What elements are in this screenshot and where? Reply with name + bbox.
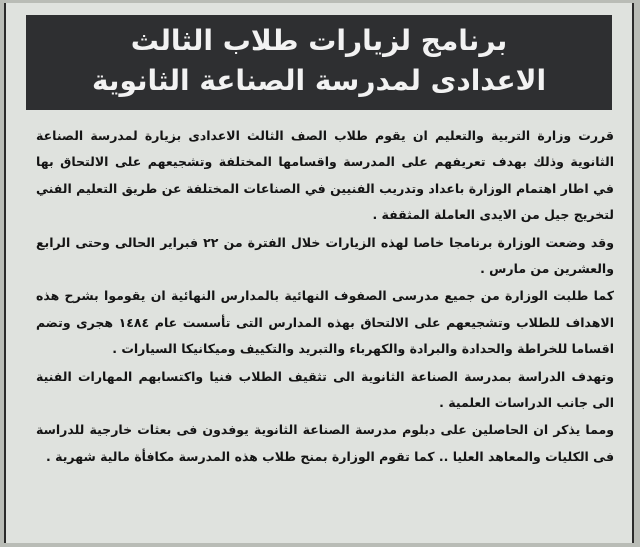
paragraph-4: وتهدف الدراسة بمدرسة الصناعة الثانوية الى تثقيف الطلاب فنيا واكتسابهم المهارات الفنية الى جانب الدراسات العلمية . (36, 368, 614, 411)
paragraph-2: وقد وضعت الوزارة برنامجا خاصا لهذه الزيارات خلال الفترة من ٢٢ فبراير الحالى وحتى الرابع والعشرين من مارس . (36, 234, 614, 277)
article-body (36, 123, 614, 539)
paragraph-5: ومما يذكر ان الحاصلين على دبلوم مدرسة الصناعة الثانوية يوفدون فى بعثات خارجية للدراسة فى الكليات والمعاهد العليا .. كما تقوم الوزارة بمنح طلاب هذه المدرسة مكافأة مالية شهرية . (36, 422, 614, 464)
paragraph-1: قررت وزارة التربية والتعليم ان يقوم طلاب الصف الثالث الاعدادى بزيارة لمدرسة الصناعة الثانوية وذلك بهدف تعريفهم على المدرسة واقسامها المختلفة وتشجيعهم على الالتحاق بها في اطار اهتمام الوزارة باعداد وتدريب الفنيين في الصناعات المختلفة عن طريق التعليم الفني لتخريج جيل من الايدى العاملة المثقفة . (36, 128, 614, 223)
paragraph-3: كما طلبت الوزارة من جميع مدرسى الصفوف النهائية بالمدارس النهائية ان يقوموا بشرح هذه الاهداف للطلاب وتشجيعهم على الالتحاق بهذه المدارس التى تأسست عام ١٤٨٤ هجرى وتضم اقساما للخراطة والحدادة والبرادة والكهرباء والتبريد والتكييف وميكانيكا السيارات . (36, 288, 614, 357)
headline-box (26, 15, 612, 110)
headline-line-1: برنامج لزيارات طلاب الثالث (130, 24, 508, 57)
newspaper-clipping (4, 3, 634, 543)
headline-line-2: الاعدادى لمدرسة الصناعة الثانوية (91, 64, 547, 97)
